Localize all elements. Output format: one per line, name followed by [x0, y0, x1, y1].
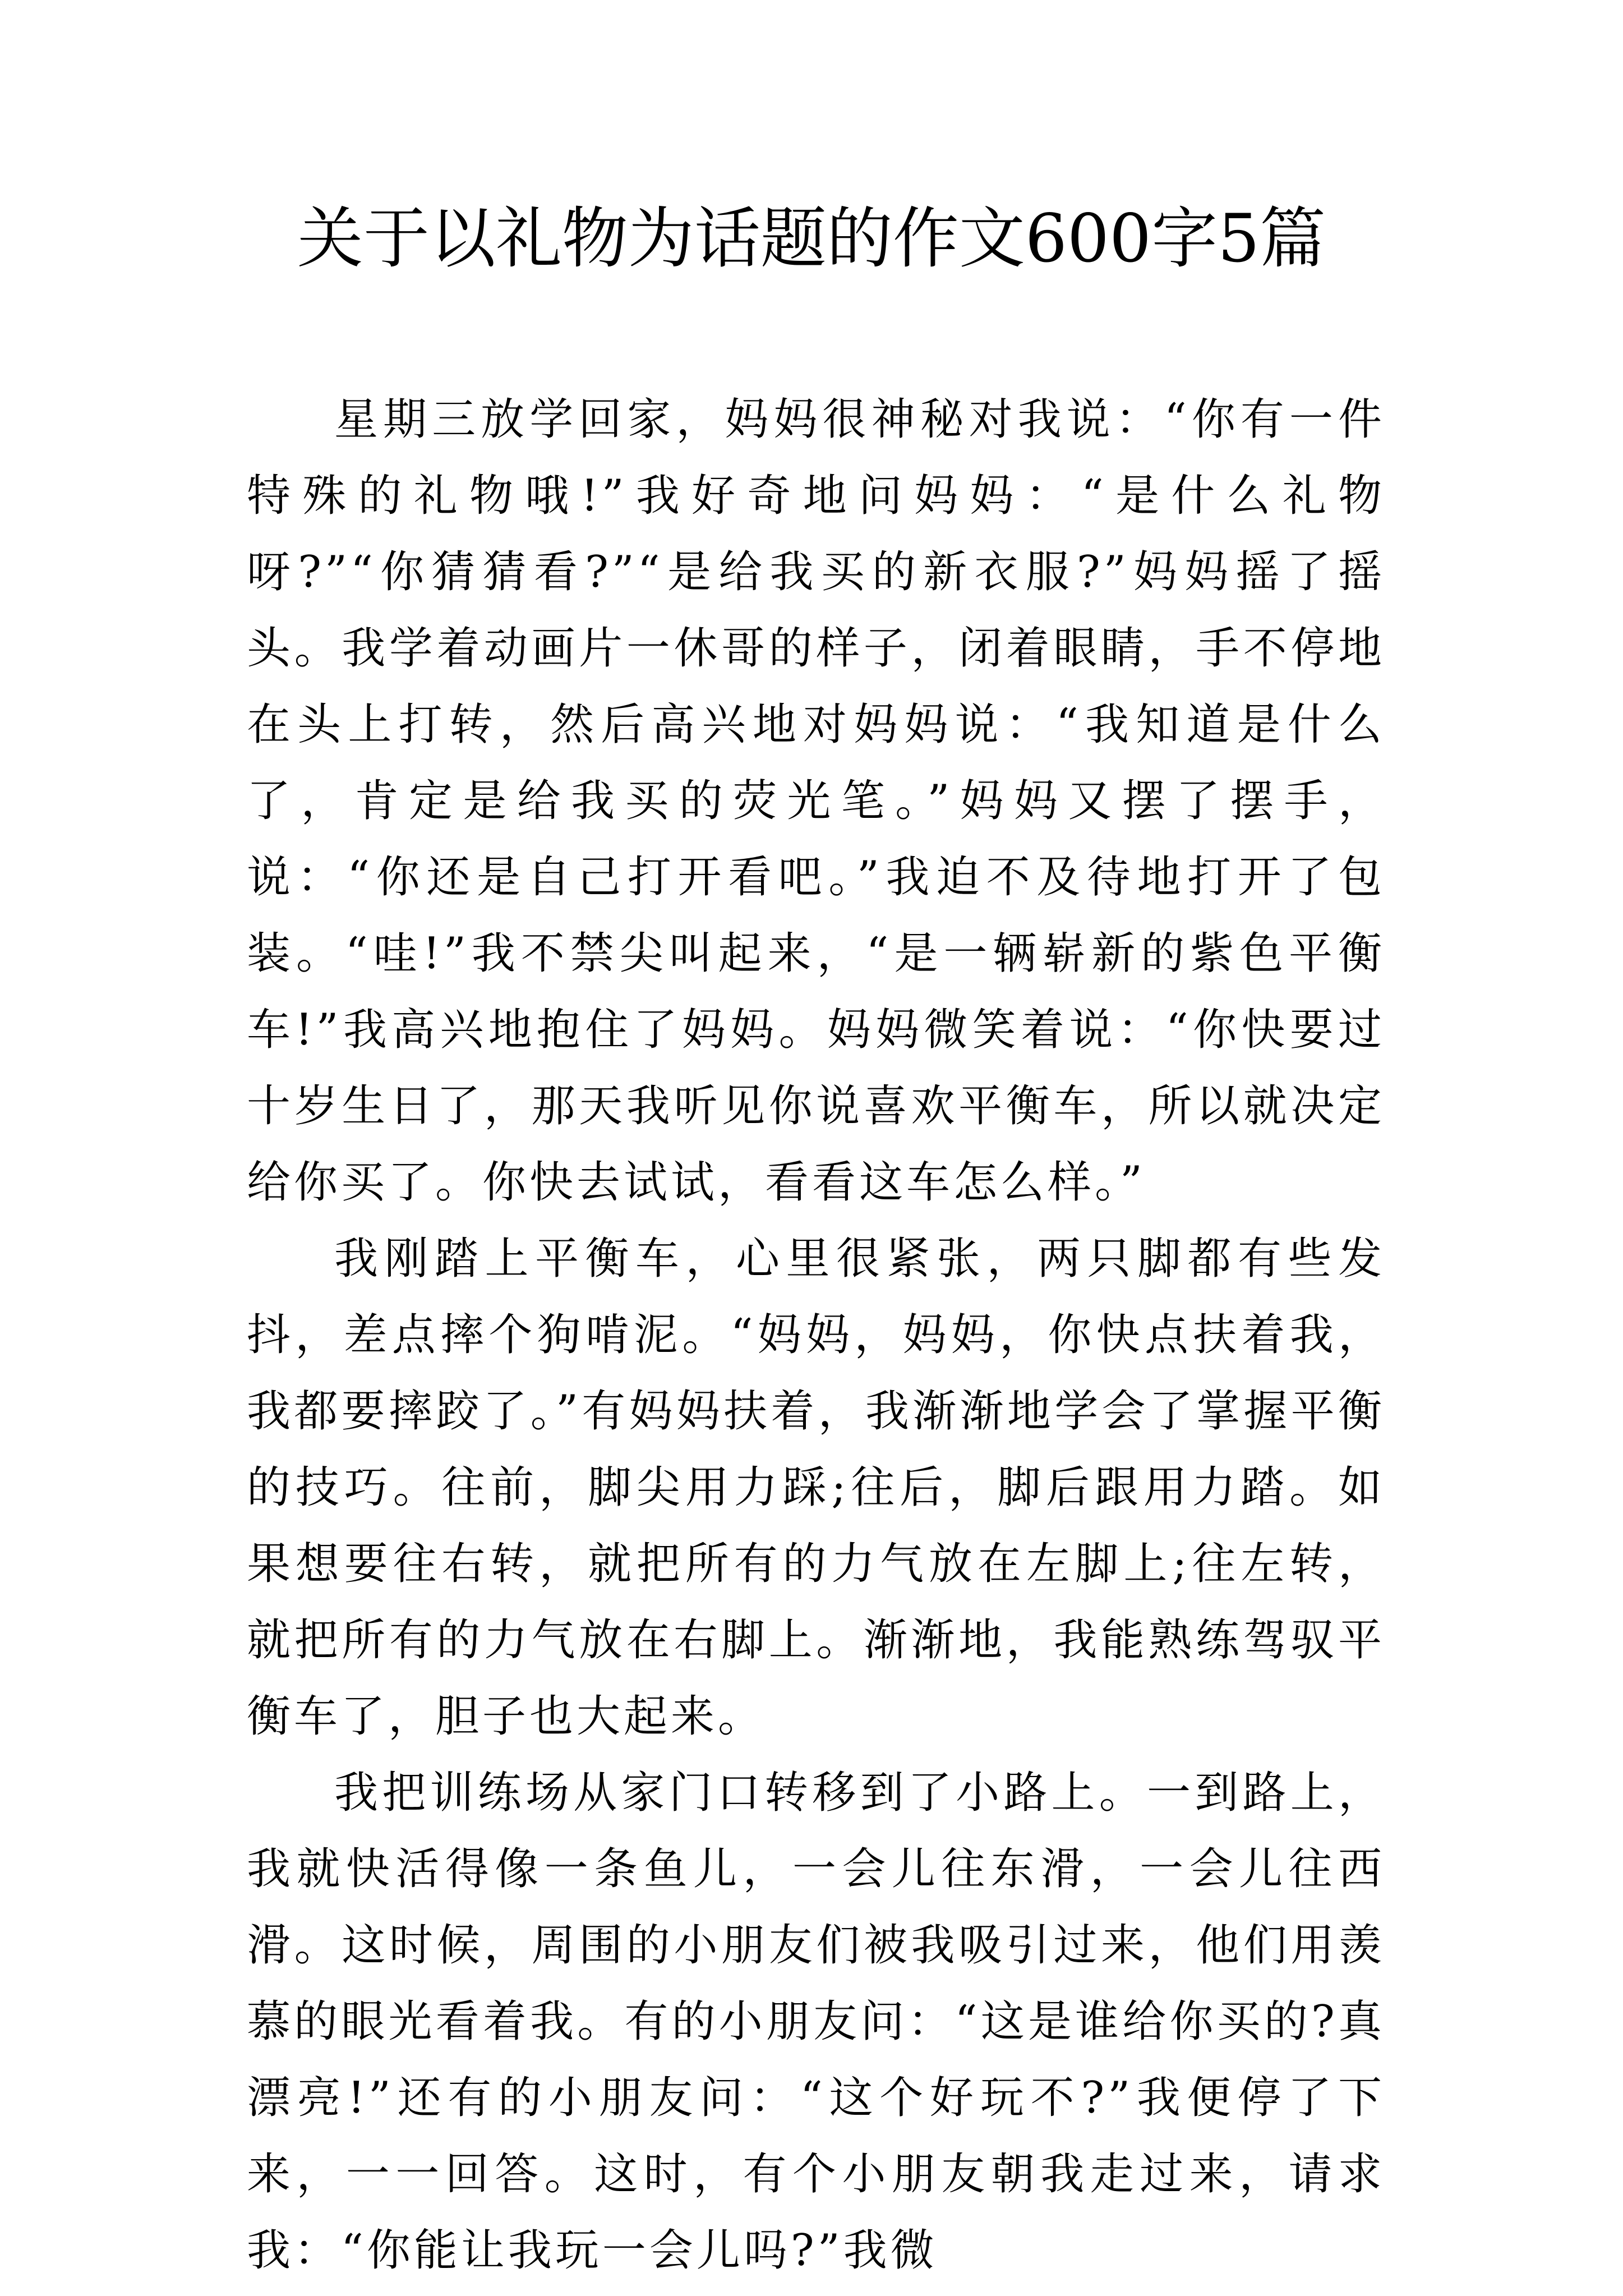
document-body: [247, 381, 1385, 2289]
paragraph-2: 我刚踏上平衡车，心里很紧张，两只脚都有些发抖，差点摔个狗啃泥。“妈妈，妈妈，你快点扶着我，我都要摔跤了。”有妈妈扶着，我渐渐地学会了掌握平衡的技巧。往前，脚尖用力踩;往后，脚后跟用力踏。如果想要往右转，就把所有的力气放在左脚上;往左转，就把所有的力气放在右脚上。渐渐地，我能熟练驾驭平衡车了，胆子也大起来。: [247, 1234, 1385, 1742]
paragraph-1: 星期三放学回家，妈妈很神秘对我说：“你有一件特殊的礼物哦!”我好奇地问妈妈：“是什么礼物呀?”“你猜猜看?”“是给我买的新衣服?”妈妈摇了摇头。我学着动画片一休哥的样子，闭着眼睛，手不停地在头上打转，然后高兴地对妈妈说：“我知道是什么了，肯定是给我买的荧光笔。”妈妈又摆了摆手，说：“你还是自己打开看吧。”我迫不及待地打开了包装。“哇!”我不禁尖叫起来，“是一辆崭新的紫色平衡车!”我高兴地抱住了妈妈。妈妈微笑着说：“你快要过十岁生日了，那天我听见你说喜欢平衡车，所以就决定给你买了。你快去试试，看看这车怎么样。”: [247, 394, 1385, 1208]
paragraph-3: 我把训练场从家门口转移到了小路上。一到路上，我就快活得像一条鱼儿，一会儿往东滑，一会儿往西滑。这时候，周围的小朋友们被我吸引过来，他们用羡慕的眼光看着我。有的小朋友问：“这是谁给你买的?真漂亮!”还有的小朋友问：“这个好玩不?”我便停了下来，一一回答。这时，有个小朋友朝我走过来，请求我：“你能让我玩一会儿吗?”我微: [247, 1768, 1385, 2276]
document-title: 关于以礼物为话题的作文600字5篇: [297, 200, 1326, 277]
